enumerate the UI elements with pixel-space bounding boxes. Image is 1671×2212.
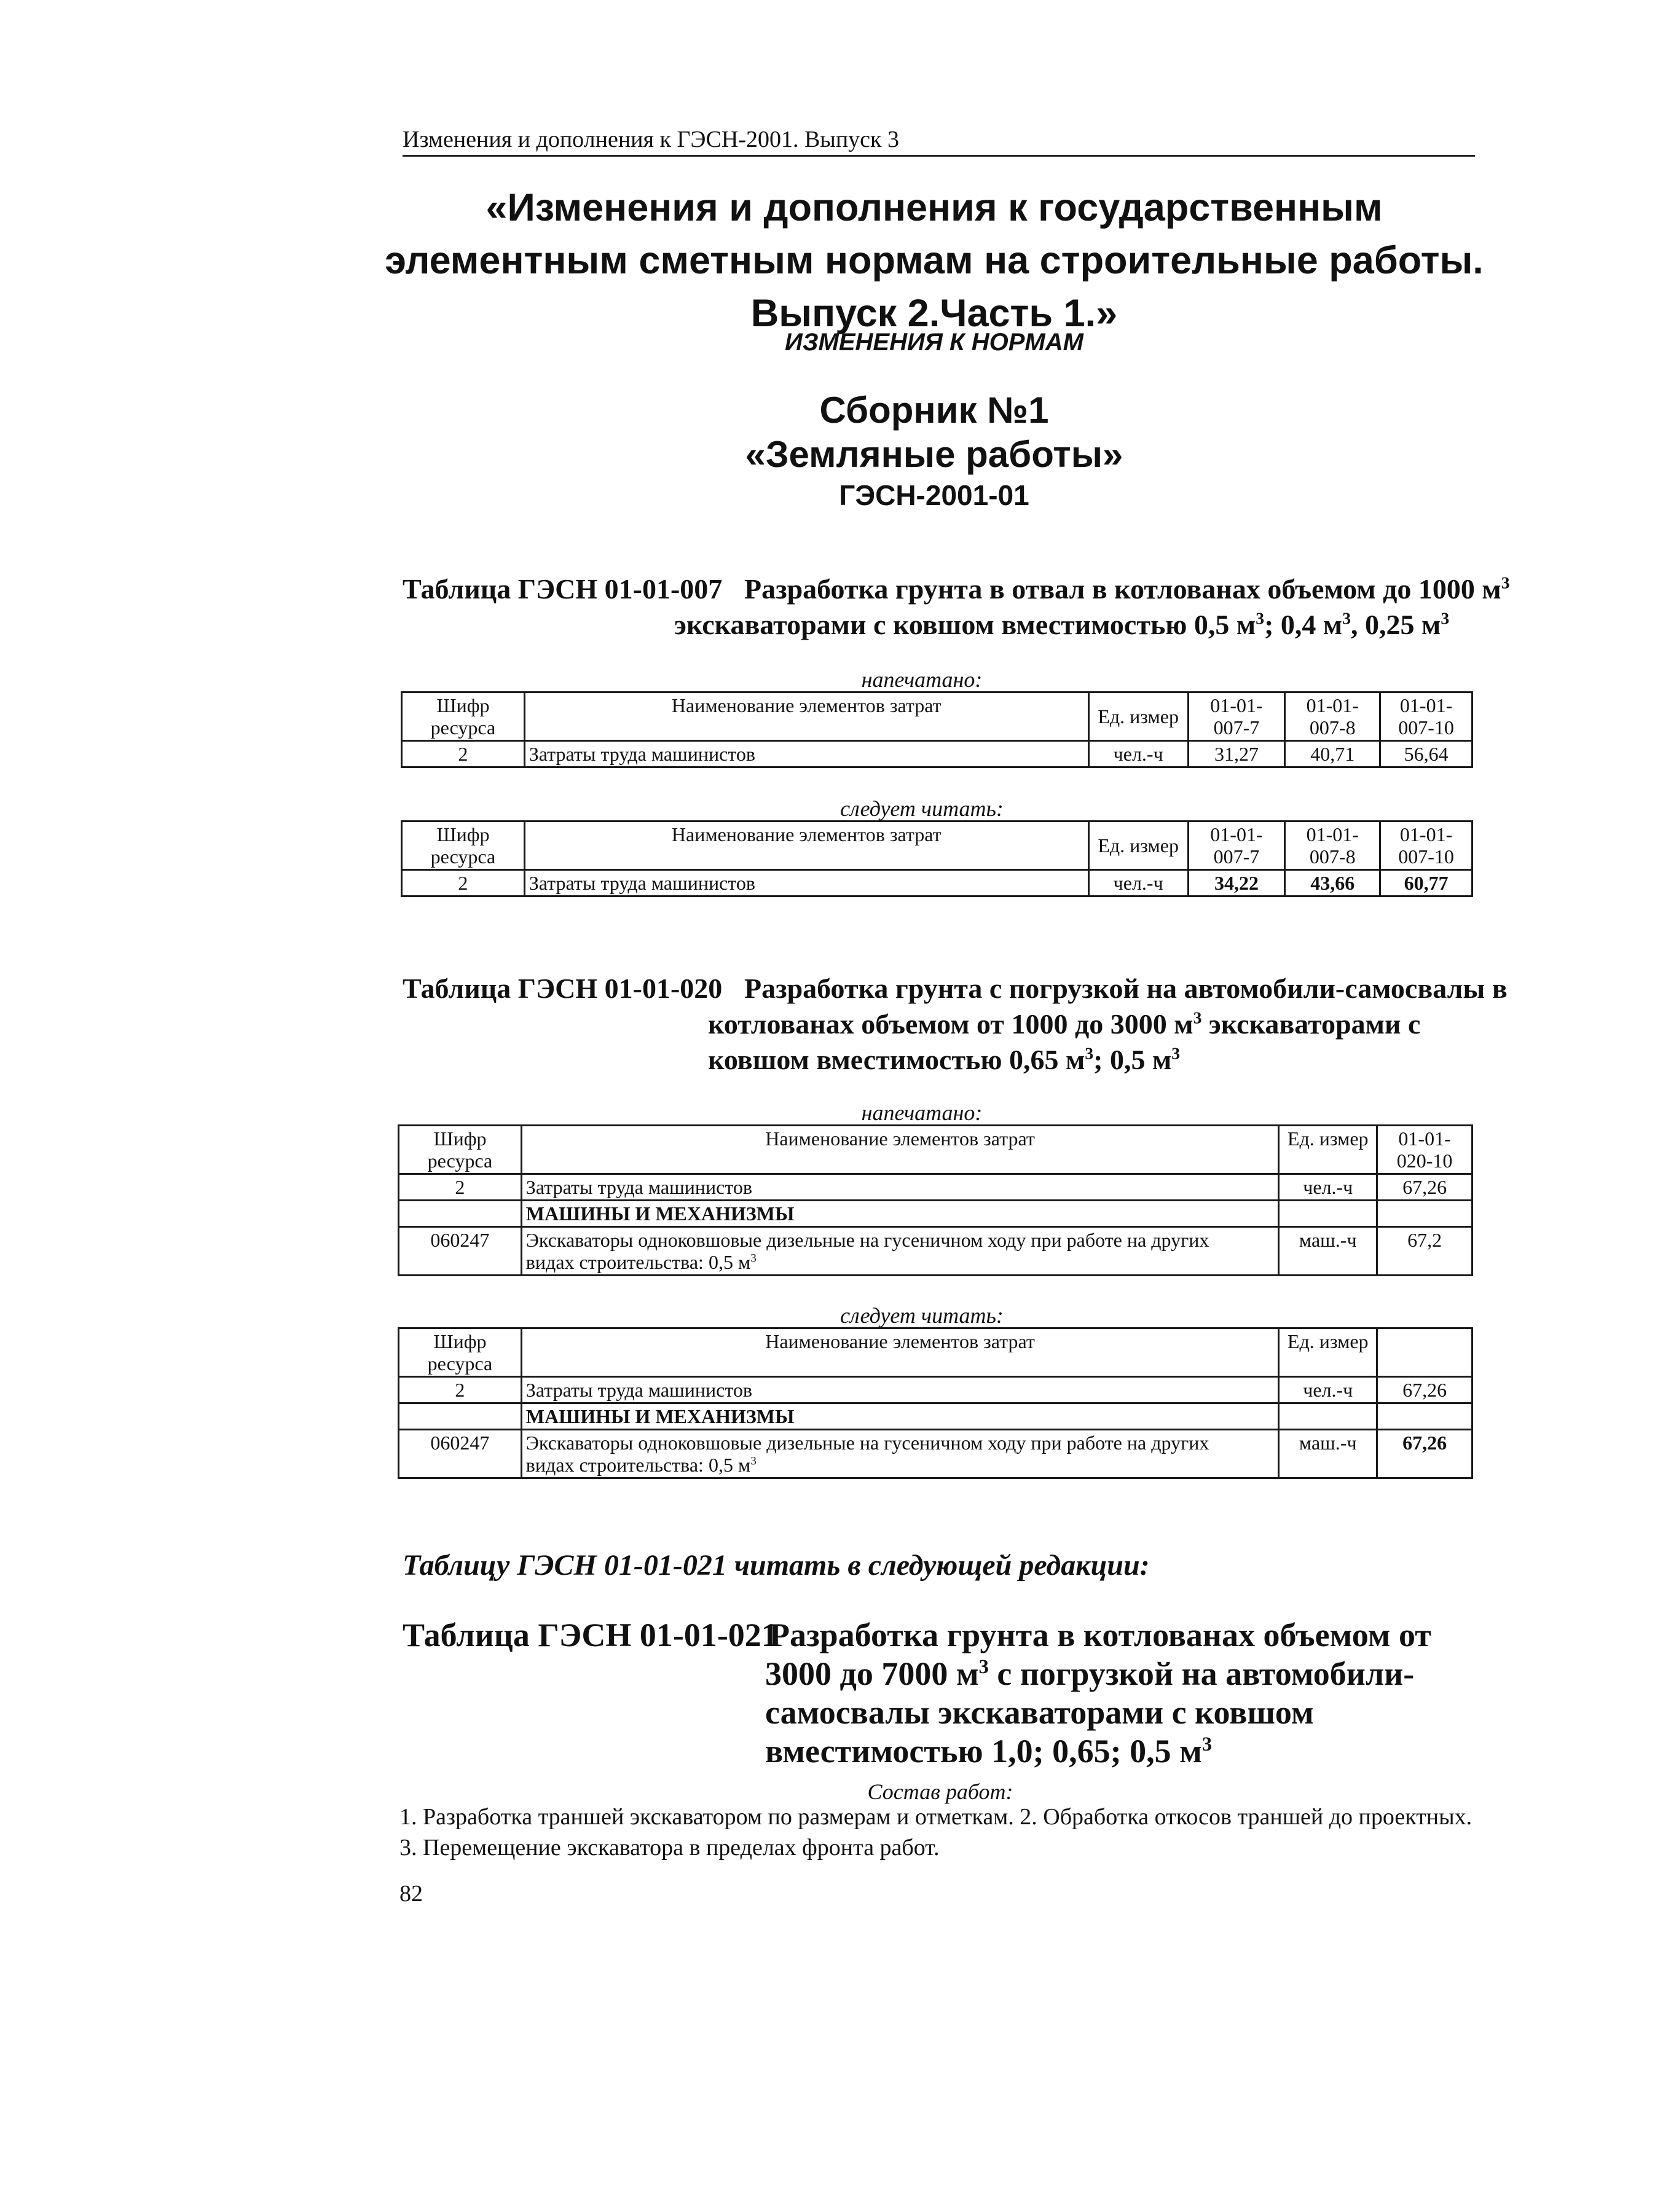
document-title <box>344 181 1524 340</box>
table-row <box>399 1377 1472 1403</box>
header-text: 01-01- <box>1399 823 1453 845</box>
cell-empty <box>1279 1201 1377 1227</box>
header-text: 01-01- <box>1210 823 1263 845</box>
superscript: 3 <box>978 1656 989 1678</box>
work-composition-heading: Состав работ: <box>867 1779 1013 1804</box>
title-line-3: Выпуск 2.Часть 1.» <box>750 292 1118 335</box>
header-text: 007-8 <box>1309 845 1356 868</box>
table-020-printed <box>398 1124 1473 1276</box>
table-007-title <box>403 571 1509 645</box>
page-number: 82 <box>399 1881 423 1907</box>
header-text: 01-01- <box>1306 694 1359 716</box>
title-text: Разработка грунта в отвал в котлованах объемом до 1000 м <box>744 573 1501 605</box>
table-007-label: Таблица ГЭСН 01-01-007 <box>403 573 723 605</box>
cell-text <box>526 1251 1275 1273</box>
header-text: 007-8 <box>1309 716 1356 739</box>
cell-value: 34,22 <box>1188 870 1285 896</box>
table-021-label: Таблица ГЭСН 01-01-021 <box>403 1617 778 1653</box>
table-row <box>402 741 1472 767</box>
cell-value: 60,77 <box>1380 870 1472 896</box>
header-text: 01-01- <box>1210 694 1263 716</box>
superscript: 3 <box>750 1454 757 1468</box>
cell-name: Затраты труда машинистов <box>524 741 1088 767</box>
section-label: ИЗМЕНЕНИЯ К НОРМАМ <box>785 329 1083 356</box>
work-line-2: 3. Перемещение экскаватора в пределах фронта работ. <box>399 1835 940 1861</box>
col-header-code <box>402 822 525 870</box>
cell-value: 67,26 <box>1377 1174 1472 1201</box>
title-text: экскаваторами с ковшом вместимостью 0,5 м <box>674 609 1256 640</box>
header-text: ресурса <box>430 716 496 739</box>
header-text: 007-10 <box>1398 845 1454 868</box>
cell-text: Экскаваторы одноковшовые дизельные на гусеничном ходу при работе на других <box>525 1229 1209 1251</box>
title-text: ; 0,4 м <box>1264 609 1343 640</box>
col-header-norm <box>1285 822 1380 870</box>
read-as-label: следует читать: <box>840 796 1004 821</box>
cell-text: видах строительства: 0,5 м <box>525 1454 751 1476</box>
table-020-corrected <box>398 1327 1473 1479</box>
superscript: 3 <box>1441 608 1450 628</box>
cell-value: 31,27 <box>1188 741 1285 767</box>
cell-text <box>526 1454 1275 1476</box>
col-header-unit: Ед. измер <box>1088 692 1188 741</box>
cell-code: 060247 <box>399 1430 522 1478</box>
cell-name: Затраты труда машинистов <box>521 1377 1279 1403</box>
collection-number: Сборник №1 <box>819 390 1049 431</box>
table-header-row <box>402 692 1472 741</box>
table-020-title-line-3 <box>708 1042 1180 1078</box>
superscript: 3 <box>1193 1008 1202 1027</box>
table-header-row <box>399 1126 1472 1174</box>
title-text: 3000 до 7000 м <box>765 1655 979 1692</box>
header-rule <box>403 155 1475 157</box>
table-020-label: Таблица ГЭСН 01-01-020 <box>403 973 723 1004</box>
title-text: вместимостью 1,0; 0,65; 0,5 м <box>765 1733 1202 1770</box>
cell-value: 67,26 <box>1377 1430 1472 1478</box>
table-021-line-4 <box>765 1732 1212 1771</box>
col-header-norm <box>1188 692 1285 741</box>
header-text: Шифр <box>433 1330 487 1352</box>
col-header-norm <box>1380 822 1472 870</box>
col-header-norm-empty <box>1377 1328 1472 1377</box>
col-header-code <box>399 1328 522 1377</box>
printed-label: напечатано: <box>861 1100 983 1125</box>
table-007-corrected <box>401 820 1473 897</box>
cell-text: Экскаваторы одноковшовые дизельные на гусеничном ходу при работе на других <box>525 1432 1209 1454</box>
header-text: 01-01- <box>1398 1128 1451 1150</box>
title-text: котлованах объемом от 1000 до 3000 м <box>708 1008 1193 1040</box>
machines-heading: МАШИНЫ И МЕХАНИЗМЫ <box>521 1403 1279 1430</box>
cell-empty <box>399 1201 522 1227</box>
col-header-unit: Ед. измер <box>1279 1328 1377 1377</box>
title-text: ; 0,5 м <box>1093 1044 1172 1075</box>
cell-code: 2 <box>399 1174 522 1201</box>
superscript: 3 <box>1342 608 1351 628</box>
superscript: 3 <box>1256 608 1265 628</box>
cell-name: Затраты труда машинистов <box>521 1174 1279 1201</box>
printed-label: напечатано: <box>861 667 983 692</box>
cell-unit: чел.-ч <box>1279 1377 1377 1403</box>
superscript: 3 <box>1171 1043 1181 1063</box>
col-header-norm <box>1188 822 1285 870</box>
header-text: ресурса <box>427 1352 493 1375</box>
cell-unit: маш.-ч <box>1279 1227 1377 1276</box>
cell-empty <box>1377 1201 1472 1227</box>
title-text: с погрузкой на автомобили- <box>988 1655 1415 1692</box>
cell-value: 67,2 <box>1377 1227 1472 1276</box>
col-header-norm <box>1285 692 1380 741</box>
title-text: экскаваторами с <box>1201 1008 1421 1040</box>
read-as-label: следует читать: <box>840 1303 1004 1328</box>
header-text: 007-7 <box>1213 716 1260 739</box>
cell-unit: чел.-ч <box>1279 1174 1377 1201</box>
cell-unit: чел.-ч <box>1088 741 1188 767</box>
superscript: 3 <box>750 1252 757 1265</box>
cell-text: видах строительства: 0,5 м <box>525 1251 751 1273</box>
table-021-intro: Таблицу ГЭСН 01-01-021 читать в следующей редакции: <box>403 1549 1150 1582</box>
header-text: 020-10 <box>1396 1150 1453 1172</box>
cell-name <box>521 1430 1279 1478</box>
table-row <box>402 870 1472 896</box>
col-header-norm <box>1377 1126 1472 1174</box>
col-header-code <box>402 692 525 741</box>
table-021-line-3: самосвалы экскаваторами с ковшом <box>765 1694 1314 1731</box>
table-007-title-line-2 <box>674 607 1449 643</box>
title-text: ковшом вместимостью 0,65 м <box>708 1044 1085 1075</box>
cell-code: 2 <box>402 741 525 767</box>
table-header-row <box>402 822 1472 870</box>
cell-value: 56,64 <box>1380 741 1472 767</box>
header-text: 007-10 <box>1398 716 1454 739</box>
cell-empty <box>399 1403 522 1430</box>
header-text: 01-01- <box>1399 694 1453 716</box>
cell-value: 67,26 <box>1377 1377 1472 1403</box>
table-020-title-line-2 <box>708 1006 1420 1042</box>
work-line-1: 1. Разработка траншей экскаватором по размерам и отметкам. 2. Обработка откосов траншей до проектных. <box>399 1804 1472 1830</box>
cell-empty <box>1377 1403 1472 1430</box>
collection-heading <box>344 388 1524 514</box>
machines-heading: МАШИНЫ И МЕХАНИЗМЫ <box>521 1201 1279 1227</box>
col-header-name: Наименование элементов затрат <box>521 1328 1279 1377</box>
col-header-code <box>399 1126 522 1174</box>
table-row <box>399 1227 1472 1276</box>
cell-name <box>521 1227 1279 1276</box>
table-row <box>399 1174 1472 1201</box>
table-020-title <box>403 971 1509 1081</box>
table-020-title-line-1: Разработка грунта с погрузкой на автомобили-самосвалы в <box>744 973 1508 1004</box>
cell-unit: маш.-ч <box>1279 1430 1377 1478</box>
table-header-row <box>399 1328 1472 1377</box>
col-header-name: Наименование элементов затрат <box>524 822 1088 870</box>
cell-value: 43,66 <box>1285 870 1380 896</box>
header-text: Шифр <box>436 823 490 845</box>
table-007-printed <box>401 691 1473 768</box>
header-text: Шифр <box>433 1128 487 1150</box>
col-header-unit: Ед. измер <box>1279 1126 1377 1174</box>
header-text: 007-7 <box>1213 845 1260 868</box>
header-text: ресурса <box>430 845 496 868</box>
table-021-title <box>403 1616 1509 1776</box>
cell-name: Затраты труда машинистов <box>524 870 1088 896</box>
cell-empty <box>1279 1403 1377 1430</box>
cell-code: 2 <box>402 870 525 896</box>
table-row <box>399 1403 1472 1430</box>
collection-name: «Земляные работы» <box>745 434 1123 475</box>
title-line-2: элементным сметным нормам на строительные работы. <box>385 239 1484 282</box>
table-021-line-1: Разработка грунта в котлованах объемом от <box>769 1617 1431 1653</box>
header-text: 01-01- <box>1306 823 1359 845</box>
cell-unit: чел.-ч <box>1088 870 1188 896</box>
cell-code: 2 <box>399 1377 522 1403</box>
running-header: Изменения и дополнения к ГЭСН-2001. Выпуск 3 <box>403 127 900 152</box>
superscript: 3 <box>1085 1043 1094 1063</box>
cell-code: 060247 <box>399 1227 522 1276</box>
table-007-title-line-1 <box>744 571 1510 607</box>
col-header-norm <box>1380 692 1472 741</box>
table-row <box>399 1430 1472 1478</box>
superscript: 3 <box>1201 1733 1213 1755</box>
col-header-name: Наименование элементов затрат <box>524 692 1088 741</box>
superscript: 3 <box>1501 573 1510 592</box>
table-021-line-2 <box>765 1655 1414 1693</box>
col-header-unit: Ед. измер <box>1088 822 1188 870</box>
cell-value: 40,71 <box>1285 741 1380 767</box>
col-header-name: Наименование элементов затрат <box>521 1126 1279 1174</box>
title-text: , 0,25 м <box>1351 609 1441 640</box>
header-text: ресурса <box>427 1150 493 1172</box>
header-text: Шифр <box>436 694 490 716</box>
title-line-1: «Изменения и дополнения к государственным <box>486 186 1383 229</box>
collection-code: ГЭСН-2001-01 <box>839 479 1029 511</box>
table-row <box>399 1201 1472 1227</box>
